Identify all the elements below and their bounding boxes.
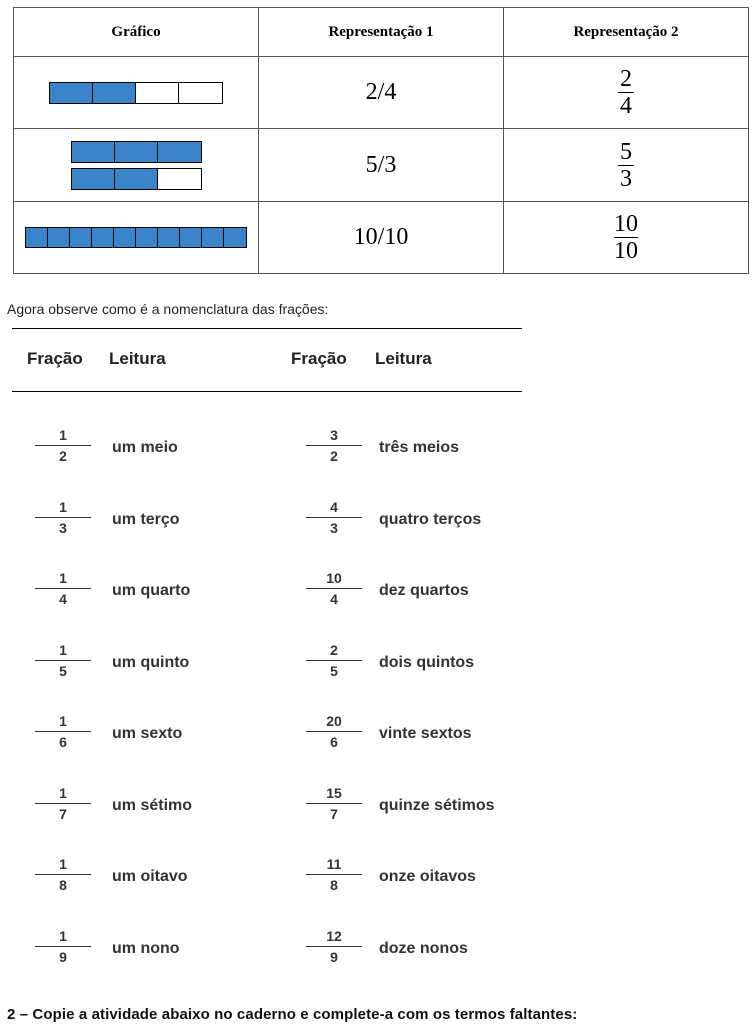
fraction — [35, 854, 91, 895]
numerator: 10 — [614, 211, 638, 237]
bar-part — [202, 228, 224, 247]
rep1-value: 10/10 — [259, 202, 504, 274]
fraction-bar — [25, 227, 247, 248]
numerator: 1 — [59, 713, 67, 729]
denominator: 7 — [59, 805, 67, 822]
graphic-cell — [14, 57, 259, 129]
numerator: 10 — [326, 570, 342, 586]
rep2-cell — [504, 129, 749, 202]
numerator: 3 — [330, 427, 338, 443]
bar-part — [180, 228, 202, 247]
denominator: 6 — [59, 734, 67, 750]
rep1-value: 5/3 — [259, 129, 504, 202]
denominator: 2 — [330, 448, 338, 464]
bar-part — [136, 228, 158, 247]
bar-part — [136, 83, 179, 103]
header-fracao-right: Fração — [291, 349, 347, 368]
fraction — [35, 711, 91, 752]
fraction-bar — [71, 141, 202, 163]
fraction-bars — [71, 141, 202, 190]
numerator: 15 — [326, 784, 342, 801]
fraction — [306, 926, 362, 967]
denominator: 6 — [330, 734, 338, 750]
numerator: 12 — [326, 927, 342, 944]
fraction-bar — [71, 168, 202, 190]
rep1-value: 2/4 — [259, 57, 504, 129]
denominator: 5 — [59, 662, 67, 679]
fraction — [306, 568, 362, 609]
numerator: 5 — [620, 138, 632, 165]
fraction-reading: onze oitavos — [379, 868, 476, 885]
denominator: 8 — [330, 877, 338, 893]
stacked-fraction — [614, 212, 638, 263]
fraction-reading: quinze sétimos — [379, 796, 495, 814]
bar-part — [50, 83, 93, 103]
bar-part — [92, 228, 114, 247]
denominator: 4 — [620, 93, 632, 119]
numerator: 1 — [59, 570, 67, 586]
header-leitura-left: Leitura — [109, 349, 166, 368]
table-row — [14, 129, 749, 202]
stacked-fraction — [618, 140, 634, 191]
denominator: 2 — [59, 448, 67, 464]
fraction — [306, 854, 362, 895]
fraction-reading: quatro terços — [379, 510, 482, 528]
bar-part — [158, 169, 201, 189]
fraction — [306, 640, 362, 681]
divider — [12, 328, 522, 329]
fraction-reading: um sexto — [112, 725, 183, 742]
header-leitura-right: Leitura — [375, 349, 432, 368]
fraction — [35, 926, 91, 967]
bar-part — [115, 169, 158, 189]
numerator: 1 — [59, 856, 67, 872]
numerator: 20 — [326, 713, 342, 729]
fraction — [35, 783, 91, 824]
stacked-fraction — [618, 67, 634, 118]
fraction-reading: um quinto — [112, 653, 190, 671]
fraction-reading: dois quintos — [379, 653, 475, 671]
denominator: 5 — [330, 662, 338, 679]
graphic-cell — [14, 129, 259, 202]
denominator: 4 — [330, 591, 338, 607]
fraction — [35, 640, 91, 681]
denominator: 10 — [614, 238, 638, 264]
fraction-reading: três meios — [379, 439, 460, 456]
fraction — [306, 497, 362, 538]
fraction-reading: vinte sextos — [379, 725, 472, 742]
divider — [12, 391, 522, 392]
bar-part — [224, 228, 246, 247]
numerator: 1 — [59, 641, 67, 658]
denominator: 3 — [59, 519, 67, 536]
bar-part — [93, 83, 136, 103]
denominator: 4 — [59, 591, 67, 607]
exercise-instruction: 2 – Copie a atividade abaixo no caderno e complete-a com os termos faltantes: — [7, 1006, 578, 1023]
fraction-reading: um oitavo — [112, 868, 188, 885]
denominator: 3 — [330, 519, 338, 536]
denominator: 7 — [330, 805, 338, 822]
fraction-bar — [49, 82, 223, 104]
fraction — [35, 497, 91, 538]
bar-part — [158, 142, 201, 162]
bar-part — [48, 228, 70, 247]
numerator: 4 — [330, 498, 338, 515]
fraction — [35, 425, 91, 466]
table-row — [14, 57, 749, 129]
fraction — [35, 568, 91, 609]
bar-part — [72, 169, 115, 189]
header-representacao-1: Representação 1 — [259, 8, 504, 57]
fraction-reading: um meio — [112, 439, 178, 456]
fraction-reading: um nono — [112, 939, 180, 957]
bar-part — [72, 142, 115, 162]
bar-part — [26, 228, 48, 247]
numerator: 1 — [59, 927, 67, 944]
numerator: 1 — [59, 784, 67, 801]
fraction — [306, 425, 362, 466]
fraction-reading: um terço — [112, 510, 180, 528]
fraction-reading: dez quartos — [379, 582, 469, 599]
fraction-reading: um sétimo — [112, 796, 193, 814]
denominator: 9 — [330, 948, 338, 965]
bar-part — [114, 228, 136, 247]
header-fracao-left: Fração — [27, 349, 83, 368]
graphic-cell — [14, 202, 259, 274]
rep2-cell — [504, 57, 749, 129]
bar-part — [70, 228, 92, 247]
fraction-reading: um quarto — [112, 582, 191, 599]
numerator: 2 — [620, 66, 632, 92]
numerator: 2 — [330, 641, 338, 658]
denominator: 8 — [59, 877, 67, 893]
table-row — [14, 202, 749, 274]
denominator: 9 — [59, 948, 67, 965]
denominator: 3 — [620, 165, 632, 192]
bar-part — [158, 228, 180, 247]
numerator: 11 — [326, 856, 342, 872]
rep2-cell — [504, 202, 749, 274]
header-representacao-2: Representação 2 — [504, 8, 749, 57]
fraction-representation-table — [13, 7, 749, 274]
bar-part — [115, 142, 158, 162]
fraction — [306, 783, 362, 824]
fraction — [306, 711, 362, 752]
header-grafico: Gráfico — [14, 8, 259, 57]
intro-text: Agora observe como é a nomenclatura das frações: — [7, 301, 329, 317]
fraction-reading: doze nonos — [379, 939, 468, 957]
numerator: 1 — [59, 427, 67, 443]
bar-part — [179, 83, 222, 103]
numerator: 1 — [59, 498, 67, 515]
